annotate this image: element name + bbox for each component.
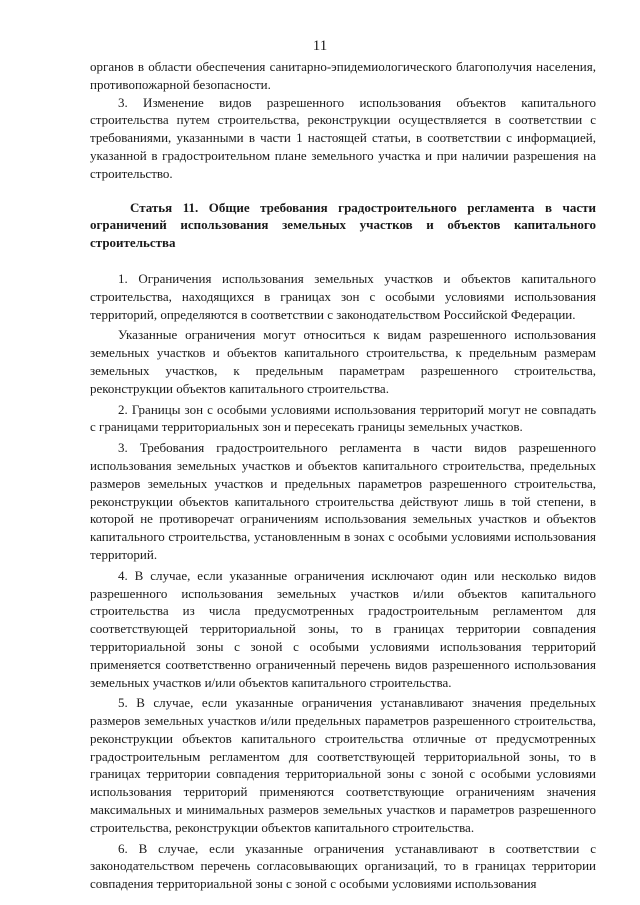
paragraph-restrictions-note: Указанные ограничения могут относиться к видам разрешенного использования земельных участков и объектов капитального строительства, к предельным размерам земельных участков, к предельным параметрам разрешенного строительства, реконструкции объектов капитального строительства. [90, 327, 596, 396]
article-heading: Статья 11. Общие требования градостроительного регламента в части ограничений использования земельных участков и объектов капитального строительства [90, 199, 596, 251]
page-number: 11 [312, 38, 328, 54]
paragraph-item-6: 6. В случае, если указанные ограничения устанавливают в соответствии с законодательством перечень согласовывающих организаций, то в границах территории совпадения территориальной зоны с зоной с особыми условиями использования [90, 840, 596, 892]
spacer [90, 183, 596, 199]
document-body [90, 58, 596, 893]
paragraph-item-2: 2. Границы зон с особыми условиями использования территорий могут не совпадать с границами территориальных зон и пересекать границы земельных участков. [90, 401, 596, 435]
spacer [90, 252, 596, 270]
paragraph-item-3-change-of-use: 3. Изменение видов разрешенного использования объектов капитального строительства путем строительства, реконструкции осуществляется в соответствии с требованиями, указанными в части 1 настоящей статьи, в соответствии с информацией, указанной в градостроительном плане земельного участка и при наличии разрешения на строительство. [90, 94, 596, 181]
paragraph-item-4: 4. В случае, если указанные ограничения исключают один или несколько видов разрешенного использования земельных участков и/или объектов капитального строительства из числа предусмотренных градостроительным регламентом для соответствующей территориальной зоны, то в границах территории совпадения территориальной зоны с зоной с особыми условиями использования территорий применяется соответственно ограниченный перечень видов разрешенного использования земельных участков и/или объектов капитального строительства. [90, 567, 596, 690]
paragraph-item-5: 5. В случае, если указанные ограничения устанавливают значения предельных размеров земельных участков и/или предельных параметров разрешенного строительства, реконструкции объектов капитального строительства отличные от предусмотренных градостроительным регламентом для соответствующей территориальной зоны, то в границах территории совпадения территориальной зоны с зоной с особыми условиями использования территорий применяются соответствующие ограничениям значения максимальных и минимальных размеров земельных участков и параметров разрешенного строительства, реконструкции объектов капитального строительства. [90, 695, 596, 835]
paragraph-continuation: органов в области обеспечения санитарно-эпидемиологического благополучия населения, противопожарной безопасности. [90, 59, 596, 92]
paragraph-item-3: 3. Требования градостроительного регламента в части видов разрешенного использования земельных участков и объектов капитального строительства, предельных размеров земельных участков и предельных параметров разрешенного строительства, реконструкции объектов капитального строительства действуют лишь в той степени, в которой не противоречат ограничениям использования земельных участков и объектов капитального строительства, установленным в зонах с особыми условиями использования территорий. [90, 440, 596, 562]
paragraph-item-1: 1. Ограничения использования земельных участков и объектов капитального строительства, находящихся в границах зон с особыми условиями использования территорий, определяются в соответствии с законодательством Российской Федерации. [90, 270, 596, 322]
